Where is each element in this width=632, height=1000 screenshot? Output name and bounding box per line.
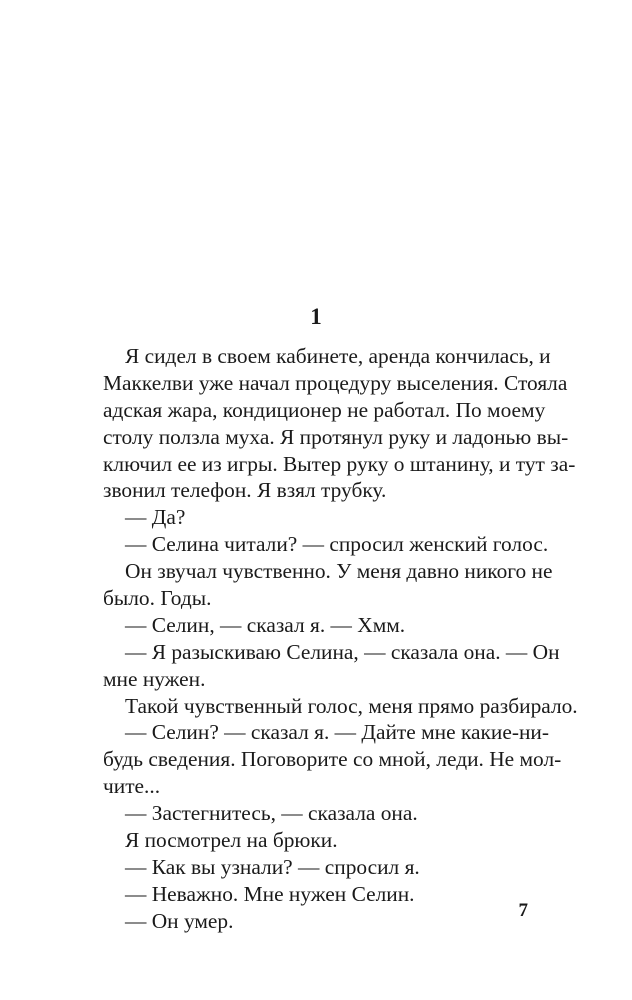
text-line: — Селин? — сказал я. — Дайте мне какие-ни- <box>125 720 549 745</box>
text-line: — Он умер. <box>125 908 234 933</box>
page-number: 7 <box>518 900 528 921</box>
body-text <box>103 343 578 935</box>
text-line: Я сидел в своем кабинете, аренда кончилась, и <box>125 344 551 368</box>
text-line: было. Годы. <box>103 586 212 611</box>
text-line: — Да? <box>125 505 186 530</box>
text-line: — Селин, — сказал я. — Хмм. <box>125 612 406 637</box>
text-line: будь сведения. Поговорите со мной, леди. Не мол- <box>103 747 562 772</box>
text-line: чите... <box>103 774 161 799</box>
text-line: Маккелви уже начал процедуру выселения. Стояла <box>103 370 568 395</box>
text-line: — Застегнитесь, — сказала она. <box>125 801 418 826</box>
text-line: мне нужен. <box>103 666 206 691</box>
text-line: — Неважно. Мне нужен Селин. <box>125 881 415 906</box>
text-line: Я посмотрел на брюки. <box>125 828 338 853</box>
text-line: столу ползла муха. Я протянул руку и ладонью вы- <box>103 424 569 449</box>
text-line: ключил ее из игры. Вытер руку о штанину, и тут за- <box>103 451 576 476</box>
text-line: Такой чувственный голос, меня прямо разбирало. <box>125 693 578 718</box>
chapter-number: 1 <box>310 304 322 329</box>
text-line: Он звучал чувственно. У меня давно никого не <box>125 559 553 584</box>
text-line: — Я разыскиваю Селина, — сказала она. — Он <box>125 639 560 664</box>
text-line: звонил телефон. Я взял трубку. <box>103 478 387 503</box>
text-line: — Селина читали? — спросил женский голос. <box>125 532 549 557</box>
text-line: адская жара, кондиционер не работал. По моему <box>103 397 546 422</box>
text-line: — Как вы узнали? — спросил я. <box>125 854 420 879</box>
